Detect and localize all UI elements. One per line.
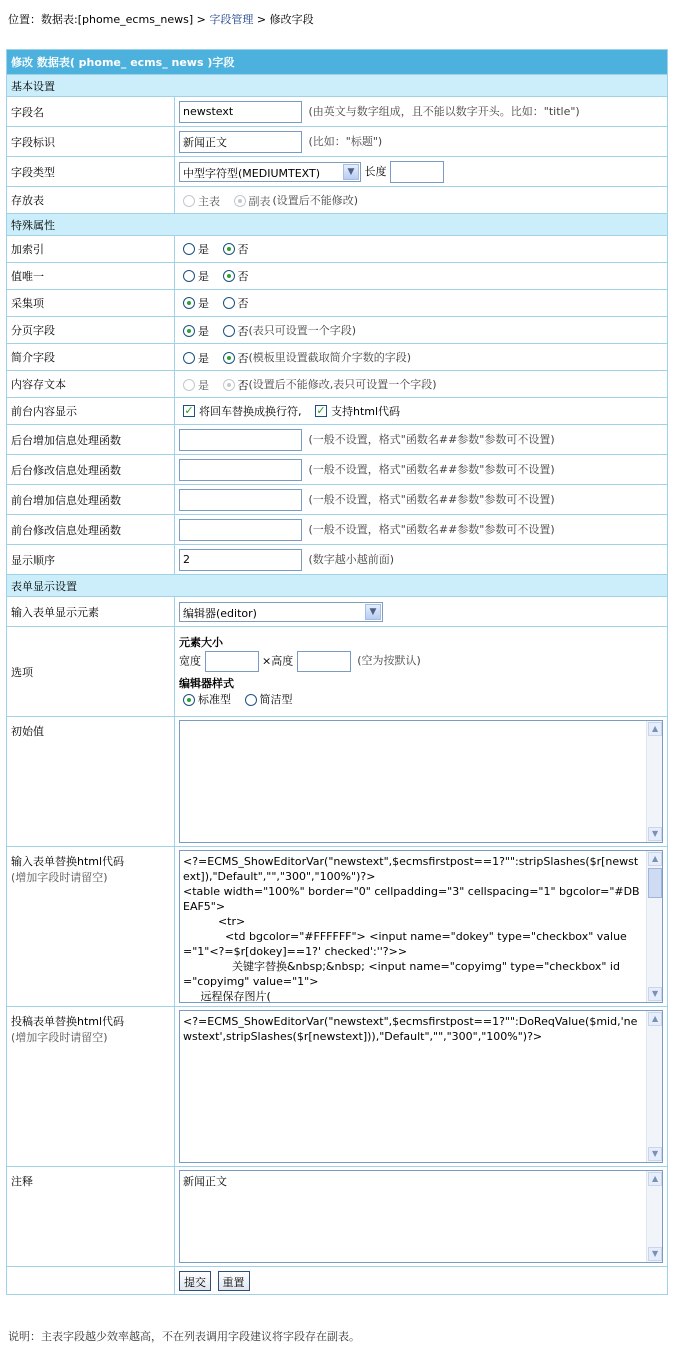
editor-standard-radio[interactable] — [183, 694, 195, 706]
editor-style-title: 编辑器样式 — [179, 676, 234, 690]
label-content-file: 内容存文本 — [7, 371, 175, 398]
scroll-down-icon[interactable]: ▼ — [648, 1147, 662, 1161]
fn-admin-edit-input[interactable] — [179, 459, 302, 481]
store-main-radio — [183, 195, 195, 207]
page-hint: (表只可设置一个字段) — [248, 323, 357, 337]
label-initial: 初始值 — [7, 717, 175, 847]
section-basic: 基本设置 — [7, 75, 668, 97]
page-yes-radio[interactable] — [183, 325, 195, 337]
fn-admin-add-hint: (一般不设置，格式"函数名##参数"参数可不设置) — [308, 432, 555, 446]
unique-yes-radio[interactable] — [183, 270, 195, 282]
label-field-name: 字段名 — [7, 97, 175, 127]
label-collect: 采集项 — [7, 290, 175, 317]
editor-simple-label: 简洁型 — [259, 692, 293, 706]
editor-simple-radio[interactable] — [245, 694, 257, 706]
fn-admin-edit-hint: (一般不设置，格式"函数名##参数"参数可不设置) — [308, 462, 555, 476]
order-input[interactable] — [179, 549, 302, 571]
store-sub-radio — [234, 195, 246, 207]
replace-newline-label: 将回车替换成换行符, — [199, 405, 302, 418]
intro-yes-radio[interactable] — [183, 352, 195, 364]
scrollbar[interactable] — [646, 851, 662, 1002]
breadcrumb-link-field-manage[interactable]: 字段管理 — [209, 13, 254, 26]
size-title: 元素大小 — [179, 635, 223, 649]
scroll-down-icon[interactable]: ▼ — [648, 987, 662, 1001]
page-title: 修改 数据表( phome_ ecms_ news )字段 — [7, 50, 668, 75]
content-file-yes-label: 是 — [198, 378, 209, 392]
submit-code-text: <?=ECMS_ShowEditorVar("newstext",$ecmsfirstpost==1?"":DoReqValue($mid,'newstext',stripSlashes($r[newstext])),"Default","","300","100%")?> — [183, 1015, 638, 1043]
intro-hint: (模板里设置截取简介字数的字段) — [248, 350, 412, 364]
html-code-text: <?=ECMS_ShowEditorVar("newstext",$ecmsfirstpost==1?"":stripSlashes($r[newstext]),"Default","","300","100%")?> <table width="100%" border="0" cellpadding="3" cellspacing="1" bgcolor="#DBEAF5"> <tr> <td bgcolor="#FFFFFF"> <input name="dokey" type="checkbox" value="1"<?=$r[dokey]==1?' checked':''?>> 关键字替换&nbsp;&nbsp; <input name="copyimg" type="checkbox" id="copyimg" value="1"> 远程保存图片( — [183, 855, 640, 1003]
order-hint: (数字越小越前面) — [308, 552, 395, 566]
submit-button[interactable]: 提交 — [179, 1271, 211, 1291]
empty-cell — [7, 1267, 175, 1295]
breadcrumb-prefix: 位置：数据表:[phome_ecms_news] > — [8, 13, 210, 26]
store-sub-label: 副表 — [248, 194, 271, 208]
label-index: 加索引 — [7, 236, 175, 263]
field-mark-hint: (比如："标题") — [308, 134, 383, 148]
label-fn-front-edit: 前台修改信息处理函数 — [7, 515, 175, 545]
label-order: 显示顺序 — [7, 545, 175, 575]
field-type-select[interactable] — [179, 162, 361, 182]
field-mark-input[interactable] — [179, 131, 302, 153]
replace-newline-checkbox[interactable]: ✓ — [184, 404, 194, 417]
scroll-down-icon[interactable]: ▼ — [648, 1247, 662, 1261]
field-type-value: 中型字符型(MEDIUMTEXT) — [183, 166, 321, 180]
store-main-label: 主表 — [198, 194, 220, 208]
page-no-label: 否 — [237, 324, 249, 338]
label-store-table: 存放表 — [7, 187, 175, 214]
intro-yes-label: 是 — [198, 351, 209, 365]
index-yes-label: 是 — [198, 243, 209, 256]
length-input[interactable] — [390, 161, 444, 183]
field-edit-form — [6, 49, 668, 1295]
label-options: 选项 — [7, 627, 175, 717]
fn-front-edit-hint: (一般不设置，格式"函数名##参数"参数可不设置) — [308, 522, 555, 536]
editor-standard-label: 标准型 — [198, 692, 231, 706]
intro-no-label: 否 — [237, 351, 249, 365]
scrollbar[interactable] — [646, 721, 662, 842]
form-element-value: 编辑器(editor) — [183, 606, 257, 620]
label-fn-admin-add: 后台增加信息处理函数 — [7, 425, 175, 455]
section-special: 特殊属性 — [7, 214, 668, 236]
submit-code-textarea[interactable] — [179, 1010, 663, 1163]
scroll-thumb[interactable] — [648, 868, 662, 898]
scroll-up-icon[interactable]: ▲ — [648, 852, 662, 866]
form-element-select[interactable] — [179, 602, 383, 622]
content-file-no-label: 否 — [237, 378, 249, 392]
length-label: 长度 — [364, 164, 387, 178]
scrollbar[interactable] — [646, 1171, 662, 1262]
content-file-hint: (设置后不能修改,表只可设置一个字段) — [248, 377, 437, 391]
label-page: 分页字段 — [7, 317, 175, 344]
note-textarea[interactable] — [179, 1170, 663, 1263]
initial-textarea[interactable] — [179, 720, 663, 843]
field-name-hint: (由英文与数字组成，且不能以数字开头。比如："title") — [308, 104, 580, 118]
height-label: ×高度 — [262, 654, 294, 667]
html-code-textarea[interactable] — [179, 850, 663, 1003]
scroll-up-icon[interactable]: ▲ — [648, 1012, 662, 1026]
note-text: 新闻正文 — [183, 1175, 227, 1188]
support-html-label: 支持html代码 — [331, 405, 401, 418]
height-input[interactable] — [297, 651, 351, 672]
unique-no-radio[interactable] — [223, 270, 235, 282]
index-no-radio[interactable] — [223, 243, 235, 255]
fn-front-add-input[interactable] — [179, 489, 302, 511]
label-intro: 简介字段 — [7, 344, 175, 371]
unique-no-label: 否 — [237, 270, 249, 283]
label-field-mark: 字段标识 — [7, 127, 175, 157]
chevron-down-icon[interactable]: ▼ — [343, 164, 359, 180]
collect-yes-label: 是 — [198, 297, 209, 310]
fn-front-edit-input[interactable] — [179, 519, 302, 541]
label-field-type: 字段类型 — [7, 157, 175, 187]
label-unique: 值唯一 — [7, 263, 175, 290]
breadcrumb-suffix: > 修改字段 — [253, 13, 314, 26]
width-label: 宽度 — [179, 654, 201, 667]
reset-button[interactable]: 重置 — [218, 1271, 250, 1291]
intro-no-radio[interactable] — [223, 352, 235, 364]
scrollbar[interactable] — [646, 1011, 662, 1162]
size-hint: (空为按默认) — [357, 654, 421, 667]
label-note: 注释 — [7, 1167, 175, 1267]
label-front-display: 前台内容显示 — [7, 398, 175, 425]
label-html-code: 输入表单替换html代码 — [11, 855, 125, 868]
store-table-hint: (设置后不能修改) — [272, 193, 359, 207]
section-form: 表单显示设置 — [7, 575, 668, 597]
collect-yes-radio[interactable] — [183, 297, 195, 309]
label-fn-admin-edit: 后台修改信息处理函数 — [7, 455, 175, 485]
fn-admin-add-input[interactable] — [179, 429, 302, 451]
content-file-yes-radio — [183, 379, 195, 391]
footer-note: 说明：主表字段越少效率越高，不在列表调用字段建议将字段存在副表。 — [8, 1330, 360, 1343]
html-code-sub: (增加字段时请留空) — [11, 871, 108, 884]
page-yes-label: 是 — [198, 324, 209, 338]
label-submit-code: 投稿表单替换html代码 — [11, 1015, 125, 1028]
content-file-no-radio — [223, 379, 235, 391]
index-no-label: 否 — [237, 243, 249, 256]
width-input[interactable] — [205, 651, 259, 672]
collect-no-radio[interactable] — [223, 297, 235, 309]
label-fn-front-add: 前台增加信息处理函数 — [7, 485, 175, 515]
scroll-down-icon[interactable]: ▼ — [648, 827, 662, 841]
scroll-up-icon[interactable]: ▲ — [648, 722, 662, 736]
support-html-checkbox[interactable]: ✓ — [316, 404, 326, 417]
submit-code-sub: (增加字段时请留空) — [11, 1031, 108, 1044]
page-no-radio[interactable] — [223, 325, 235, 337]
index-yes-radio[interactable] — [183, 243, 195, 255]
label-form-element: 输入表单显示元素 — [7, 597, 175, 627]
collect-no-label: 否 — [237, 297, 249, 310]
chevron-down-icon[interactable]: ▼ — [365, 604, 381, 620]
field-name-input[interactable] — [179, 101, 302, 123]
fn-front-add-hint: (一般不设置，格式"函数名##参数"参数可不设置) — [308, 492, 555, 506]
unique-yes-label: 是 — [198, 270, 209, 283]
initial-text — [180, 721, 662, 727]
scroll-up-icon[interactable]: ▲ — [648, 1172, 662, 1186]
breadcrumb — [8, 11, 314, 27]
